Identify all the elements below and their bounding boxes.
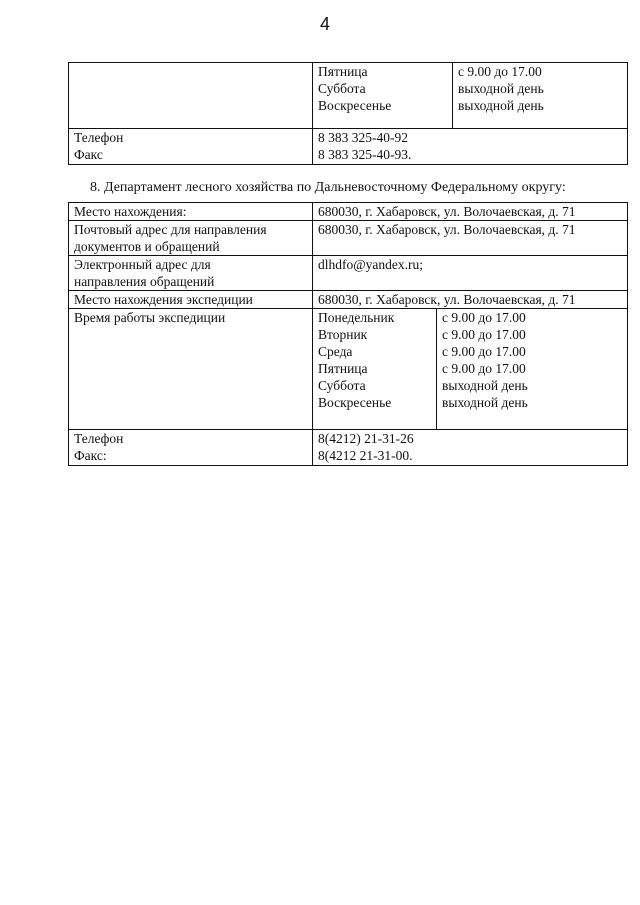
phone-fax-row <box>69 430 628 466</box>
time-value: с 9.00 до 17.00 <box>458 64 542 79</box>
phone-value: 8(4212) 21-31-26 <box>318 431 414 446</box>
phone-fax-labels <box>69 129 313 165</box>
phone-label: Телефон <box>74 431 124 446</box>
work-hours-grid <box>313 309 627 429</box>
day-label: Суббота <box>318 378 366 393</box>
expedition-location-label: Место нахождения экспедиции <box>69 291 313 309</box>
phone-fax-values <box>313 129 628 165</box>
day-label: Среда <box>318 344 353 359</box>
postal-value: 680030, г. Хабаровск, ул. Волочаевская, д. 71 <box>313 221 628 256</box>
postal-row <box>69 221 628 256</box>
time-value: с 9.00 до 17.00 <box>442 361 526 376</box>
time-value: выходной день <box>442 395 528 410</box>
phone-fax-row <box>69 129 628 165</box>
phone-value: 8 383 325-40-92 <box>318 130 408 145</box>
phone-fax-labels <box>69 430 313 466</box>
continuation-table <box>68 62 628 165</box>
location-value: 680030, г. Хабаровск, ул. Волочаевская, д. 71 <box>313 203 628 221</box>
phone-label: Телефон <box>74 130 124 145</box>
time-value: с 9.00 до 17.00 <box>442 344 526 359</box>
department-table <box>68 202 628 466</box>
email-row <box>69 256 628 291</box>
postal-label-cell <box>69 221 313 256</box>
day-label: Вторник <box>318 327 368 342</box>
time-value: с 9.00 до 17.00 <box>442 310 526 325</box>
day-label: Воскресенье <box>318 98 392 113</box>
location-row <box>69 203 628 221</box>
days-column <box>313 309 437 429</box>
work-hours-label: Время работы экспедиции <box>69 309 313 430</box>
page-number: 4 <box>320 14 331 34</box>
email-label-line: направления обращений <box>74 274 215 289</box>
fax-label: Факс <box>74 147 103 162</box>
phone-fax-values <box>313 430 628 466</box>
time-value: выходной день <box>442 378 528 393</box>
time-value: выходной день <box>458 81 544 96</box>
section-heading: 8. Департамент лесного хозяйства по Дальневосточному Федеральному округу: <box>90 180 566 195</box>
work-hours-row <box>69 309 628 430</box>
empty-label-cell <box>69 63 313 129</box>
fax-value: 8 383 325-40-93. <box>318 147 412 162</box>
postal-label-line: Почтовый адрес для направления <box>74 222 267 237</box>
time-value: выходной день <box>458 98 544 113</box>
day-label: Суббота <box>318 81 366 96</box>
fax-value: 8(4212 21-31-00. <box>318 448 413 463</box>
times-column <box>437 309 628 429</box>
day-label: Пятница <box>318 64 368 79</box>
days-cell <box>313 63 453 129</box>
day-label: Понедельник <box>318 310 395 325</box>
fax-label: Факс: <box>74 448 107 463</box>
expedition-location-value: 680030, г. Хабаровск, ул. Волочаевская, д. 71 <box>313 291 628 309</box>
day-label: Воскресенье <box>318 395 392 410</box>
hours-row <box>69 63 628 129</box>
times-cell <box>453 63 628 129</box>
email-label-line: Электронный адрес для <box>74 257 211 272</box>
location-label: Место нахождения: <box>69 203 313 221</box>
postal-label-line: документов и обращений <box>74 239 220 254</box>
email-label-cell <box>69 256 313 291</box>
time-value: с 9.00 до 17.00 <box>442 327 526 342</box>
day-label: Пятница <box>318 361 368 376</box>
email-value: dlhdfo@yandex.ru; <box>313 256 628 291</box>
work-hours-cell <box>313 309 628 430</box>
expedition-location-row <box>69 291 628 309</box>
